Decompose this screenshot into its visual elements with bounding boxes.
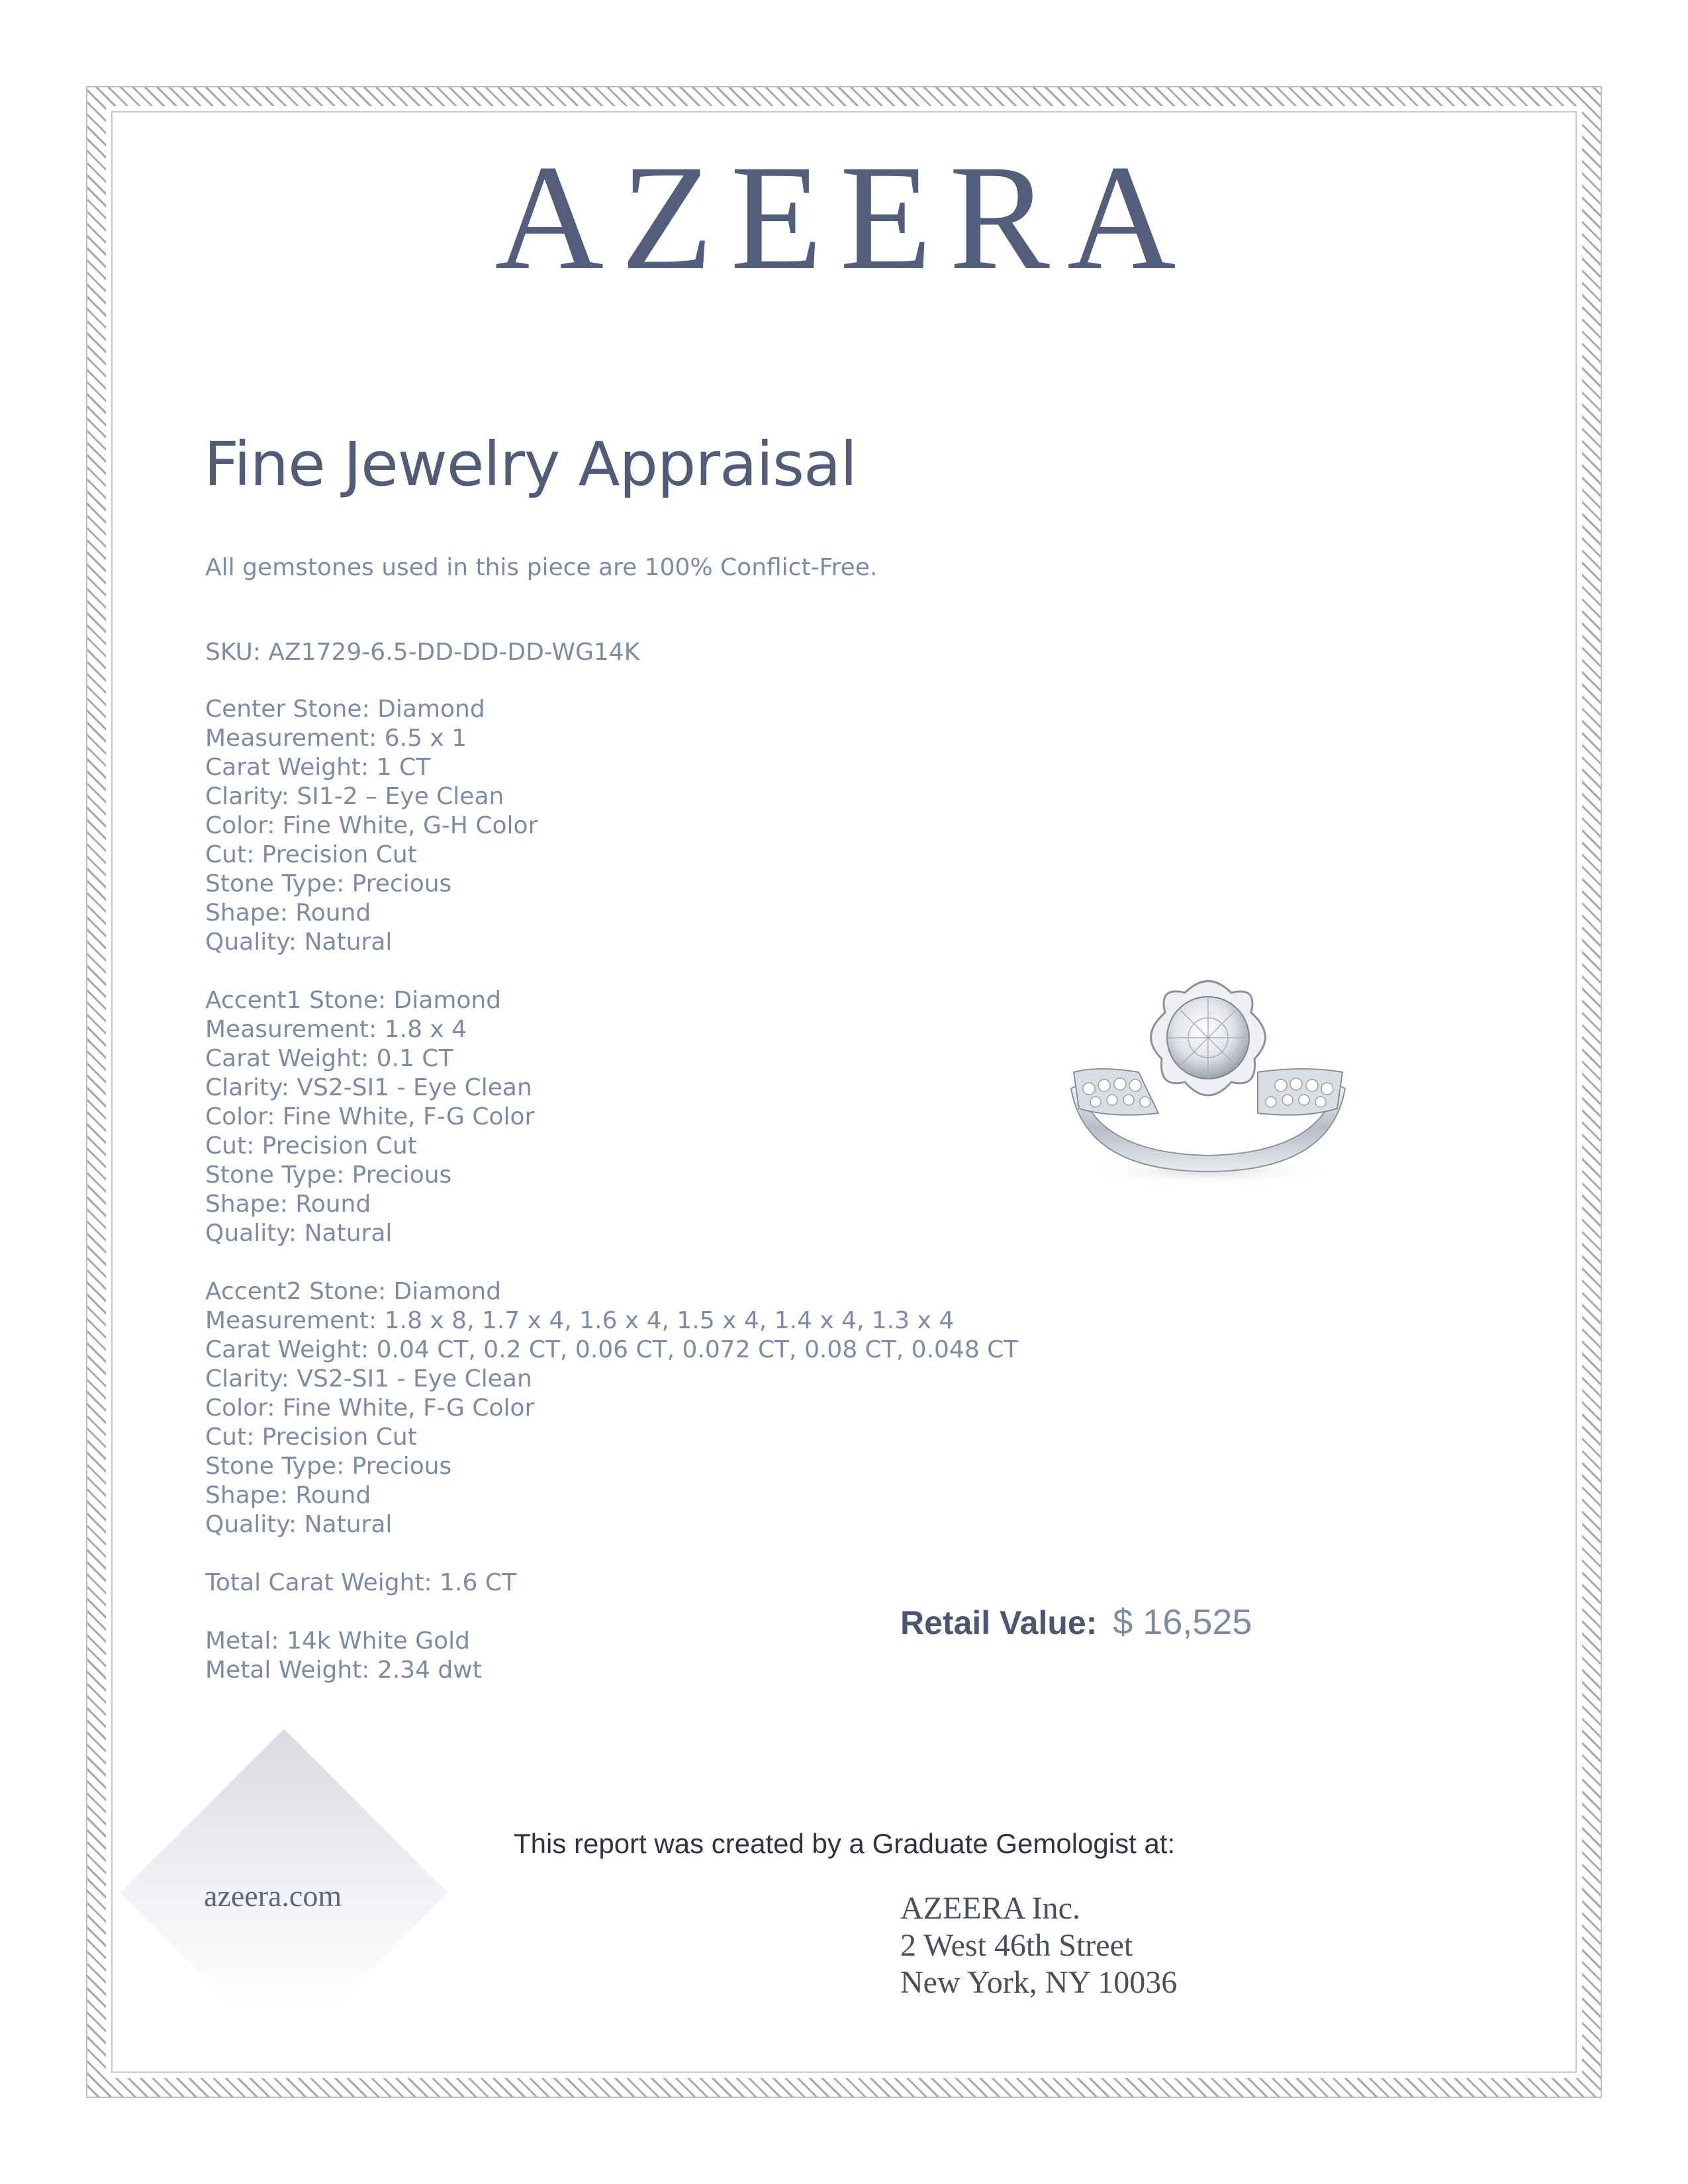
spec-line: Carat Weight: 0.1 CT — [205, 1045, 453, 1072]
total-carat-group — [205, 1569, 1018, 1598]
center-stone-group — [205, 695, 1018, 957]
spec-line: Shape: Round — [205, 1191, 371, 1218]
gemologist-note: This report was created by a Graduate Gemologist at: — [514, 1828, 1176, 1859]
spec-line: Quality: Natural — [205, 1220, 393, 1247]
sku-line: SKU: AZ1729-6.5-DD-DD-DD-WG14K — [205, 639, 640, 666]
metal-weight-line: Metal Weight: 2.34 dwt — [205, 1657, 482, 1684]
spec-line: Quality: Natural — [205, 929, 393, 956]
ring-image — [1059, 973, 1357, 1191]
company-address — [900, 1890, 1177, 2001]
accent2-group — [205, 1277, 1018, 1539]
spec-line: Cut: Precision Cut — [205, 1424, 417, 1451]
spec-line: Shape: Round — [205, 899, 371, 927]
spec-line: Accent1 Stone: Diamond — [205, 987, 502, 1014]
spec-line: Quality: Natural — [205, 1511, 393, 1538]
spec-line: Measurement: 6.5 x 1 — [205, 725, 467, 752]
spec-line: Shape: Round — [205, 1482, 371, 1509]
page-title: Fine Jewelry Appraisal — [204, 429, 857, 500]
spec-line: Clarity: SI1-2 – Eye Clean — [205, 783, 504, 810]
retail-value-label: Retail Value: — [900, 1604, 1098, 1641]
total-carat-weight: Total Carat Weight: 1.6 CT — [205, 1569, 516, 1596]
retail-value — [900, 1602, 1252, 1643]
spec-line: Color: Fine White, G-H Color — [205, 812, 538, 839]
spec-line: Stone Type: Precious — [205, 1453, 452, 1480]
spec-list — [205, 695, 1018, 1714]
spec-line: Stone Type: Precious — [205, 1161, 452, 1189]
spec-line: Cut: Precision Cut — [205, 1132, 417, 1160]
spec-line: Clarity: VS2-SI1 - Eye Clean — [205, 1365, 532, 1392]
retail-value-amount: $ 16,525 — [1113, 1602, 1252, 1642]
address-line: AZEERA Inc. — [900, 1891, 1080, 1926]
spec-line: Carat Weight: 0.04 CT, 0.2 CT, 0.06 CT, 0.072 CT, 0.08 CT, 0.048 CT — [205, 1336, 1019, 1363]
conflict-free-note: All gemstones used in this piece are 100% Conflict-Free. — [205, 554, 878, 581]
spec-line: Carat Weight: 1 CT — [205, 754, 431, 781]
brand-logo: AZEERA — [494, 134, 1194, 301]
accent1-group — [205, 986, 1018, 1248]
spec-line: Color: Fine White, F-G Color — [205, 1394, 535, 1422]
website-link[interactable]: azeera.com — [204, 1879, 342, 1913]
spec-line: Measurement: 1.8 x 4 — [205, 1016, 467, 1043]
spec-line: Color: Fine White, F-G Color — [205, 1103, 535, 1130]
spec-line: Measurement: 1.8 x 8, 1.7 x 4, 1.6 x 4, 1.5 x 4, 1.4 x 4, 1.3 x 4 — [205, 1307, 955, 1334]
spec-line: Accent2 Stone: Diamond — [205, 1278, 502, 1305]
address-line: 2 West 46th Street — [900, 1928, 1133, 1963]
metal-line: Metal: 14k White Gold — [205, 1627, 470, 1655]
spec-line: Cut: Precision Cut — [205, 841, 417, 868]
spec-line: Center Stone: Diamond — [205, 696, 485, 723]
spec-line: Stone Type: Precious — [205, 870, 452, 897]
spec-line: Clarity: VS2-SI1 - Eye Clean — [205, 1074, 532, 1101]
address-line: New York, NY 10036 — [900, 1965, 1178, 2000]
metal-group — [205, 1627, 1018, 1685]
